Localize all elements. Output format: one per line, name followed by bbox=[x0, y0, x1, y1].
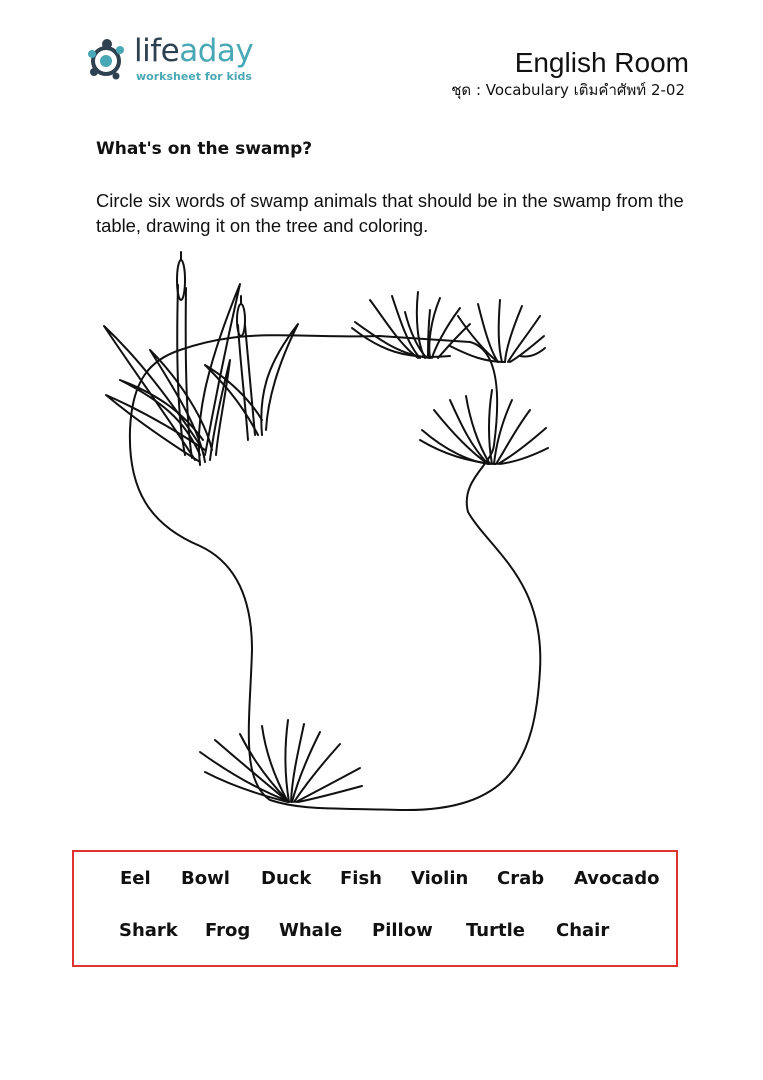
word-chair[interactable]: Chair bbox=[556, 920, 610, 941]
word-whale[interactable]: Whale bbox=[279, 920, 343, 941]
water-lily-3 bbox=[420, 390, 548, 464]
word-shark[interactable]: Shark bbox=[119, 920, 178, 941]
word-avocado[interactable]: Avocado bbox=[574, 868, 660, 889]
logo-word-aday: aday bbox=[179, 33, 254, 69]
word-fish[interactable]: Fish bbox=[340, 868, 382, 889]
word-violin[interactable]: Violin bbox=[411, 868, 469, 889]
logo-wordmark bbox=[134, 32, 253, 70]
swamp-outline bbox=[130, 335, 540, 810]
word-pillow[interactable]: Pillow bbox=[372, 920, 433, 941]
instructions-text: Circle six words of swamp animals that should be in the swamp from the table, drawing it on the tree and coloring. bbox=[96, 190, 684, 236]
word-turtle[interactable]: Turtle bbox=[466, 920, 525, 941]
word-eel[interactable]: Eel bbox=[120, 868, 151, 889]
swamp-drawing bbox=[0, 250, 763, 820]
logo bbox=[86, 33, 276, 86]
logo-word-life: life bbox=[134, 33, 180, 69]
header-subtitle: ชุด : Vocabulary เติมคำศัพท์ 2-02 bbox=[451, 81, 685, 99]
word-crab[interactable]: Crab bbox=[497, 868, 545, 889]
water-lily-4 bbox=[200, 720, 362, 802]
word-frog[interactable]: Frog bbox=[205, 920, 251, 941]
header-title: English Room bbox=[514, 47, 689, 78]
word-bowl[interactable]: Bowl bbox=[181, 868, 230, 889]
logo-tagline: worksheet for kids bbox=[136, 70, 252, 83]
water-lily-2 bbox=[450, 300, 545, 362]
word-duck[interactable]: Duck bbox=[261, 868, 312, 889]
question-heading: What's on the swamp? bbox=[96, 139, 313, 159]
reeds-clump bbox=[104, 252, 298, 465]
word-box bbox=[72, 850, 678, 967]
logo-molecule-icon bbox=[86, 36, 134, 84]
